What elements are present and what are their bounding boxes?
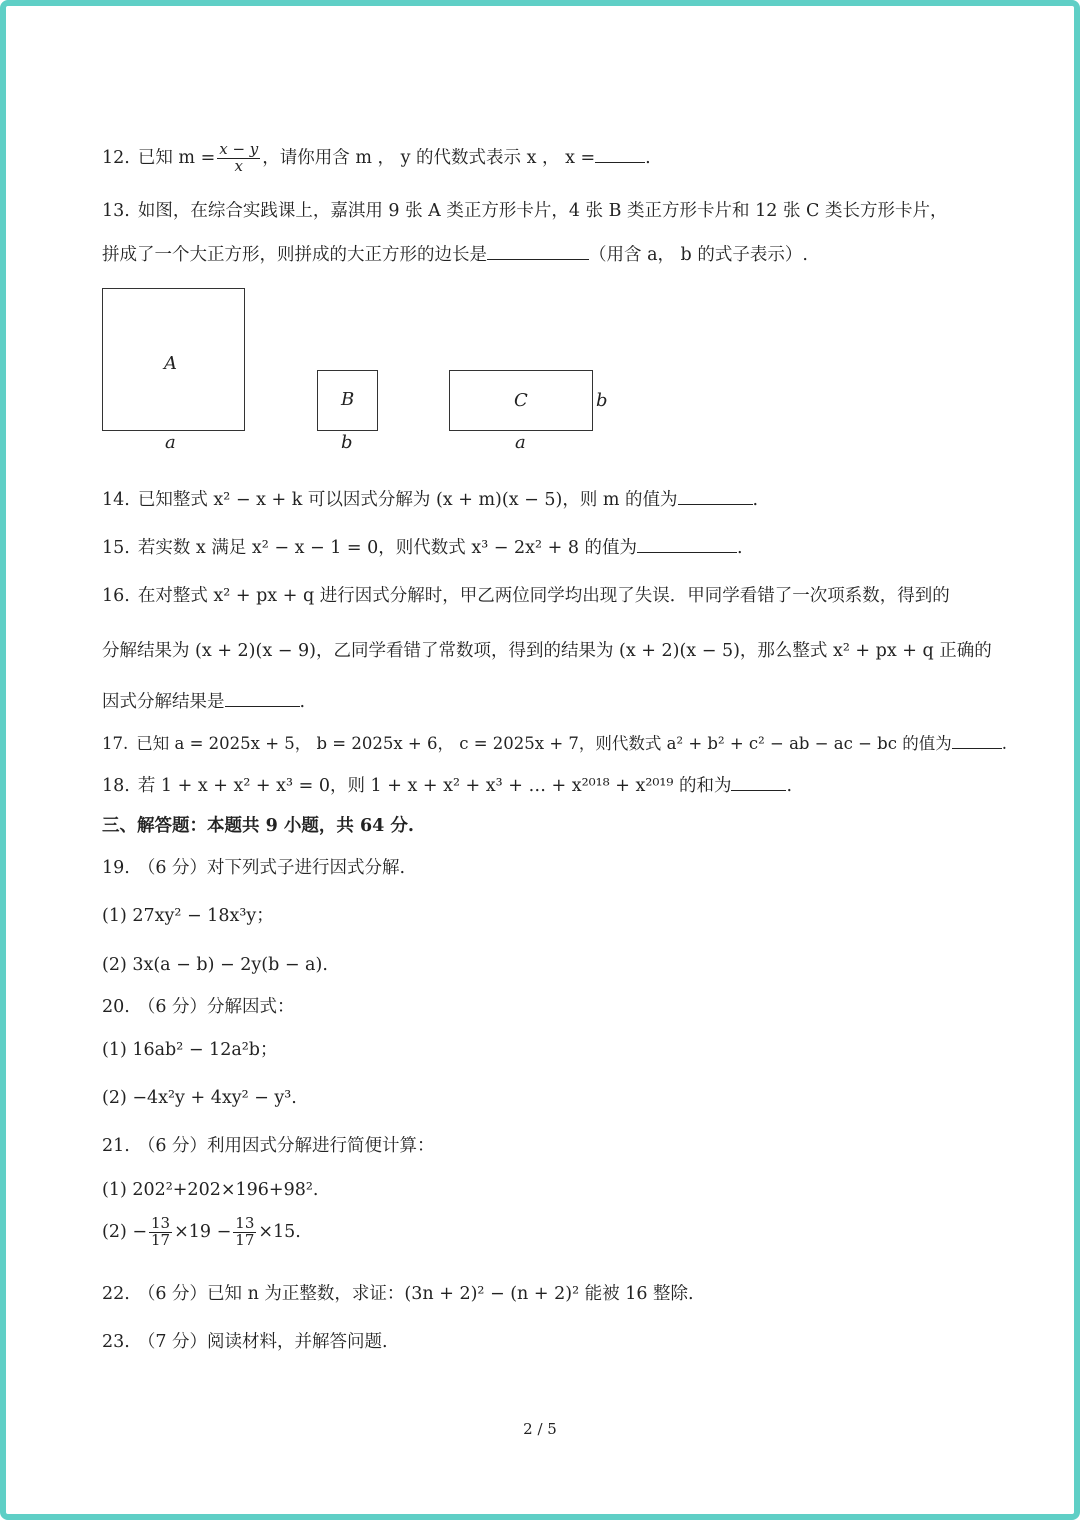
fraction: [217, 142, 260, 175]
question-text: （6 分）对下列式子进行因式分解.: [137, 858, 406, 878]
expression-text: (2) −: [102, 1221, 148, 1242]
question-13-line-1: [102, 203, 947, 221]
question-19-part-2: (2) 3x(a − b) − 2y(b − a).: [102, 955, 328, 975]
punctuation: .: [645, 147, 651, 168]
fraction-numerator: 13: [151, 1214, 171, 1232]
fraction: [149, 1216, 172, 1249]
question-text: （用含 a， b 的式子表示）.: [589, 245, 808, 265]
fraction-denominator: 17: [235, 1230, 255, 1249]
question-13-line-2: [102, 245, 808, 265]
answer-blank[interactable]: [678, 490, 753, 505]
question-text: （6 分）分解因式：: [137, 997, 295, 1017]
question-16-line-1: [102, 588, 950, 606]
card-C-width-label: a: [515, 432, 526, 453]
answer-blank[interactable]: [225, 692, 300, 707]
question-12: [102, 142, 651, 175]
question-text: 如图，在综合实践课上，嘉淇用 9 张 A 类正方形卡片，4 张 B 类正方形卡片和 12 张 C 类长方形卡片，: [137, 201, 948, 221]
card-B-label: B: [341, 389, 355, 410]
card-C-rectangle: [449, 370, 593, 431]
punctuation: .: [299, 692, 306, 712]
question-15: [102, 538, 743, 558]
fraction: [233, 1216, 256, 1249]
question-number: 19.: [102, 858, 130, 878]
question-16-line-2: [102, 643, 992, 661]
answer-blank[interactable]: [487, 245, 589, 260]
question-text: （7 分）阅读材料，并解答问题.: [137, 1332, 388, 1352]
question-number: 21.: [102, 1136, 130, 1156]
page-number: 2 / 5: [523, 1420, 557, 1438]
punctuation: .: [737, 538, 743, 558]
fraction-denominator: 17: [151, 1230, 171, 1249]
fraction-denominator: x: [234, 156, 243, 175]
question-text: （6 分）已知 n 为正整数，求证：(3n + 2)² − (n + 2)² 能被 16 整除.: [137, 1284, 694, 1304]
question-number: 13.: [102, 201, 130, 221]
card-C-height-label: b: [596, 390, 608, 411]
question-21-part-1: (1) 202²+202×196+98².: [102, 1180, 319, 1200]
question-18: [102, 776, 792, 796]
answer-blank[interactable]: [731, 776, 786, 791]
question-text: ，请你用含 m ， y 的代数式表示 x ， x =: [262, 147, 596, 168]
question-text: 分解结果为 (x + 2)(x − 9)，乙同学看错了常数项，得到的结果为 (x + 2)(x − 5)，那么整式 x² + px + q 正确的: [102, 641, 992, 661]
section-3-heading: 三、解答题：本题共 9 小题，共 64 分.: [102, 816, 414, 836]
question-22: [102, 1286, 694, 1304]
card-A-square: [102, 288, 245, 431]
question-19: [102, 860, 405, 878]
question-23: [102, 1334, 388, 1352]
question-number: 23.: [102, 1332, 130, 1352]
card-B-side-label: b: [341, 432, 353, 453]
question-text: 在对整式 x² + px + q 进行因式分解时，甲乙两位同学均出现了失误．甲同学看错了一次项系数，得到的: [137, 586, 950, 606]
question-number: 20.: [102, 997, 130, 1017]
expression-text: ×15.: [258, 1221, 301, 1242]
question-number: 15.: [102, 538, 130, 558]
question-number: 18.: [102, 776, 130, 796]
question-20-part-2: (2) −4x²y + 4xy² − y³.: [102, 1088, 297, 1108]
question-text: 已知整式 x² − x + k 可以因式分解为 (x + m)(x − 5)，则 m 的值为: [137, 490, 678, 510]
punctuation: .: [752, 490, 759, 510]
question-text: 拼成了一个大正方形，则拼成的大正方形的边长是: [102, 245, 487, 265]
question-number: 16.: [102, 586, 130, 606]
question-19-part-1: (1) 27xy² − 18x³y；: [102, 906, 274, 926]
card-B-square: [317, 370, 378, 431]
punctuation: .: [786, 776, 793, 796]
question-number: 14.: [102, 490, 130, 510]
answer-blank[interactable]: [595, 148, 645, 163]
question-21-part-2: [102, 1216, 301, 1249]
question-text: 若 1 + x + x² + x³ = 0，则 1 + x + x² + x³ + … + x²⁰¹⁸ + x²⁰¹⁹ 的和为: [137, 776, 732, 796]
question-text: 已知 a = 2025x + 5， b = 2025x + 6， c = 2025x + 7，则代数式 a² + b² + c² − ab − ac − bc 的值为: [136, 734, 952, 753]
answer-blank[interactable]: [952, 734, 1002, 749]
question-17: [102, 734, 1007, 753]
question-20-part-1: (1) 16ab² − 12a²b；: [102, 1040, 278, 1060]
question-text: 若实数 x 满足 x² − x − 1 = 0，则代数式 x³ − 2x² + 8 的值为: [137, 538, 638, 558]
question-number: 17.: [102, 734, 129, 753]
question-text: （6 分）利用因式分解进行简便计算：: [137, 1136, 435, 1156]
question-text: 已知 m =: [137, 147, 216, 168]
punctuation: .: [1001, 734, 1007, 753]
question-text: 因式分解结果是: [102, 692, 225, 712]
expression-text: ×19 −: [174, 1221, 232, 1242]
answer-blank[interactable]: [637, 538, 737, 553]
question-20: [102, 999, 295, 1017]
card-C-label: C: [514, 390, 528, 411]
fraction-numerator: x − y: [219, 140, 259, 158]
question-16-line-3: [102, 692, 305, 712]
card-A-side-label: a: [165, 432, 176, 453]
question-21: [102, 1138, 435, 1156]
fraction-numerator: 13: [235, 1214, 255, 1232]
question-14: [102, 490, 758, 510]
question-number: 12.: [102, 147, 130, 168]
card-A-label: A: [164, 353, 177, 374]
question-number: 22.: [102, 1284, 130, 1304]
